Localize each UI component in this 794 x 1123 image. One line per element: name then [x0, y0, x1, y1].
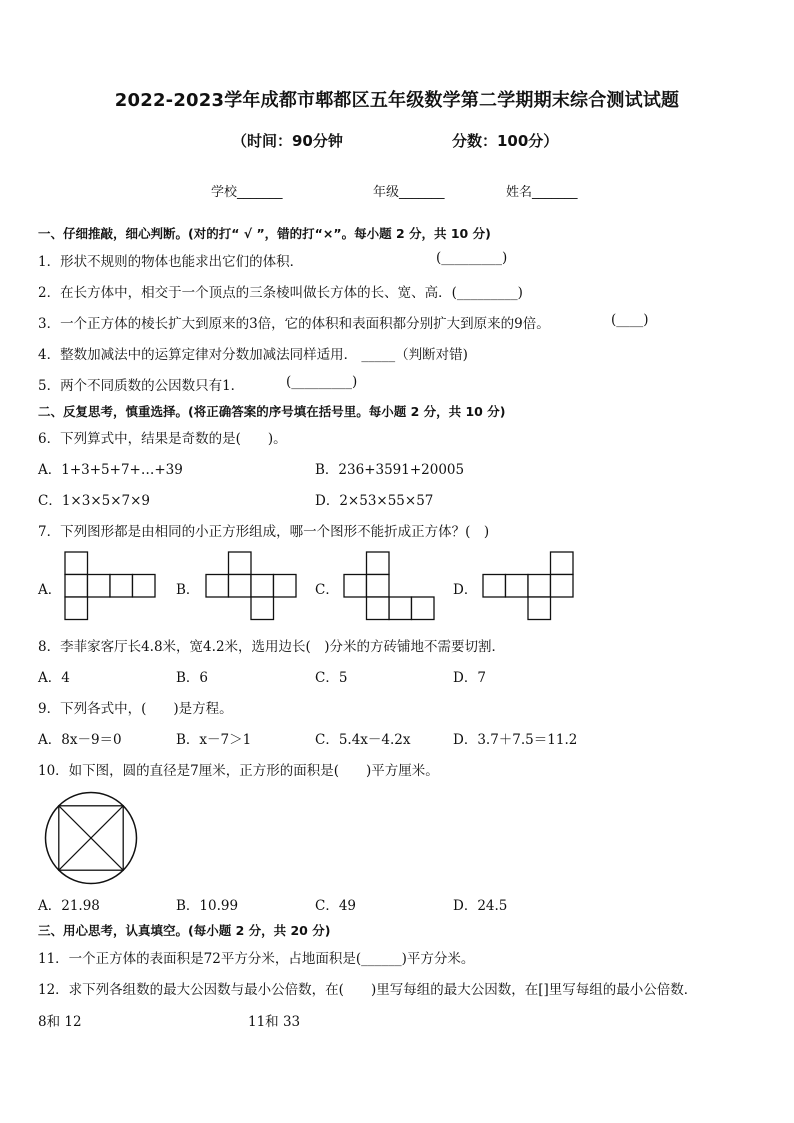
question-10-option-a[interactable]: A．21.98 — [38, 898, 100, 914]
net-d-square — [528, 575, 551, 598]
net-b-square — [229, 552, 252, 575]
question-7: 7．下列图形都是由相同的小正方形组成，哪一个图形不能折成正方体？( ) — [38, 524, 490, 540]
question-10: 10．如下图，圆的直径是7厘米，正方形的面积是( )平方厘米。 — [38, 763, 439, 779]
question-10-option-b[interactable]: B．10.99 — [176, 898, 239, 914]
question-9-option-d[interactable]: D．3.7＋7.5＝11.2 — [453, 732, 578, 748]
question-2: 2．在长方体中，相交于一个顶点的三条棱叫做长方体的长、宽、高．(_________) — [38, 285, 523, 301]
question-10-option-c[interactable]: C．49 — [315, 898, 357, 914]
question-9: 9．下列各式中，( )是方程。 — [38, 701, 233, 717]
question-1-blank[interactable]: (_________) — [436, 250, 508, 266]
question-7-option-a-label[interactable]: A． — [38, 582, 62, 598]
net-a-square — [65, 597, 88, 620]
net-a-square — [88, 575, 111, 598]
question-5: 5．两个不同质数的公因数只有1． — [38, 378, 245, 394]
cube-net-c-figure — [344, 552, 436, 620]
grade-field[interactable]: 年级_______ — [373, 185, 445, 200]
net-c-square — [344, 575, 367, 598]
question-6-option-b[interactable]: B．236+3591+20005 — [315, 462, 465, 478]
net-a-square — [65, 575, 88, 598]
question-11: 11．一个正方体的表面积是72平方分米，占地面积是(______)平方分米。 — [38, 951, 475, 967]
question-8-option-d[interactable]: D．7 — [453, 670, 486, 686]
question-7-option-d-label[interactable]: D． — [453, 582, 478, 598]
page-title: 2022-2023学年成都市郫都区五年级数学第二学期期末综合测试试题 — [114, 90, 680, 111]
question-8-option-a[interactable]: A．4 — [38, 670, 70, 686]
question-7-option-b-label[interactable]: B． — [176, 582, 200, 598]
net-c-square — [412, 597, 435, 620]
question-9-option-b[interactable]: B．x－7＞1 — [176, 732, 252, 748]
question-8: 8．李菲家客厅长4.8米，宽4.2米，选用边长( )分米的方砖铺地不需要切割． — [38, 639, 506, 655]
question-5-blank[interactable]: (_________) — [286, 374, 358, 390]
cube-net-b-figure — [206, 552, 298, 620]
question-8-option-b[interactable]: B．6 — [176, 670, 209, 686]
section-heading-2: 二、反复思考，慎重选择。(将正确答案的序号填在括号里。每小题 2 分，共 10 分) — [38, 404, 506, 419]
net-b-square — [206, 575, 229, 598]
question-8-option-c[interactable]: C．5 — [315, 670, 348, 686]
net-d-square — [506, 575, 529, 598]
net-d-square — [551, 552, 574, 575]
exam-time: （时间：90分钟 — [232, 132, 343, 150]
question-7-option-c-label[interactable]: C． — [315, 582, 339, 598]
question-12-pair-a: 8和 12 — [38, 1014, 82, 1030]
net-a-square — [133, 575, 156, 598]
question-6: 6．下列算式中，结果是奇数的是( )。 — [38, 431, 287, 447]
question-12: 12．求下列各组数的最大公因数与最小公倍数，在( )里写每组的最大公因数，在[]里写每组的最小公倍数． — [38, 982, 698, 998]
question-6-option-d[interactable]: D．2×53×55×57 — [315, 493, 434, 509]
net-a-square — [110, 575, 133, 598]
section-heading-3: 三、用心思考，认真填空。(每小题 2 分，共 20 分) — [38, 923, 331, 938]
question-10-option-d[interactable]: D．24.5 — [453, 898, 508, 914]
net-c-square — [367, 552, 390, 575]
question-12-pair-b: 11和 33 — [248, 1014, 301, 1030]
net-d-square — [483, 575, 506, 598]
question-6-option-a[interactable]: A．1+3+5+7+…+39 — [38, 462, 183, 478]
question-9-option-c[interactable]: C．5.4x－4.2x — [315, 732, 411, 748]
name-field[interactable]: 姓名_______ — [506, 185, 578, 200]
net-d-square — [528, 597, 551, 620]
question-9-option-a[interactable]: A．8x－9＝0 — [38, 732, 122, 748]
net-b-square — [251, 575, 274, 598]
net-b-square — [229, 575, 252, 598]
question-6-option-c[interactable]: C．1×3×5×7×9 — [38, 493, 151, 509]
section-heading-1: 一、仔细推敲，细心判断。(对的打“ √ ”，错的打“×”。每小题 2 分，共 10 分) — [38, 226, 491, 241]
net-b-square — [251, 597, 274, 620]
question-3: 3．一个正方体的棱长扩大到原来的3倍，它的体积和表面积都分别扩大到原来的9倍。 — [38, 316, 550, 332]
exam-score: 分数：100分） — [452, 132, 559, 150]
question-3-blank[interactable]: (____) — [611, 312, 649, 328]
net-c-square — [389, 597, 412, 620]
net-c-square — [367, 575, 390, 598]
question-1: 1．形状不规则的物体也能求出它们的体积． — [38, 254, 304, 270]
cube-net-a-figure — [65, 552, 157, 620]
net-b-square — [274, 575, 297, 598]
net-c-square — [367, 597, 390, 620]
school-field[interactable]: 学校_______ — [211, 185, 283, 200]
net-d-square — [551, 575, 574, 598]
circle-square-figure — [44, 791, 138, 885]
question-4: 4．整数加减法中的运算定律对分数加减法同样适用． _____（判断对错) — [38, 347, 468, 363]
cube-net-d-figure — [483, 552, 575, 620]
net-a-square — [65, 552, 88, 575]
